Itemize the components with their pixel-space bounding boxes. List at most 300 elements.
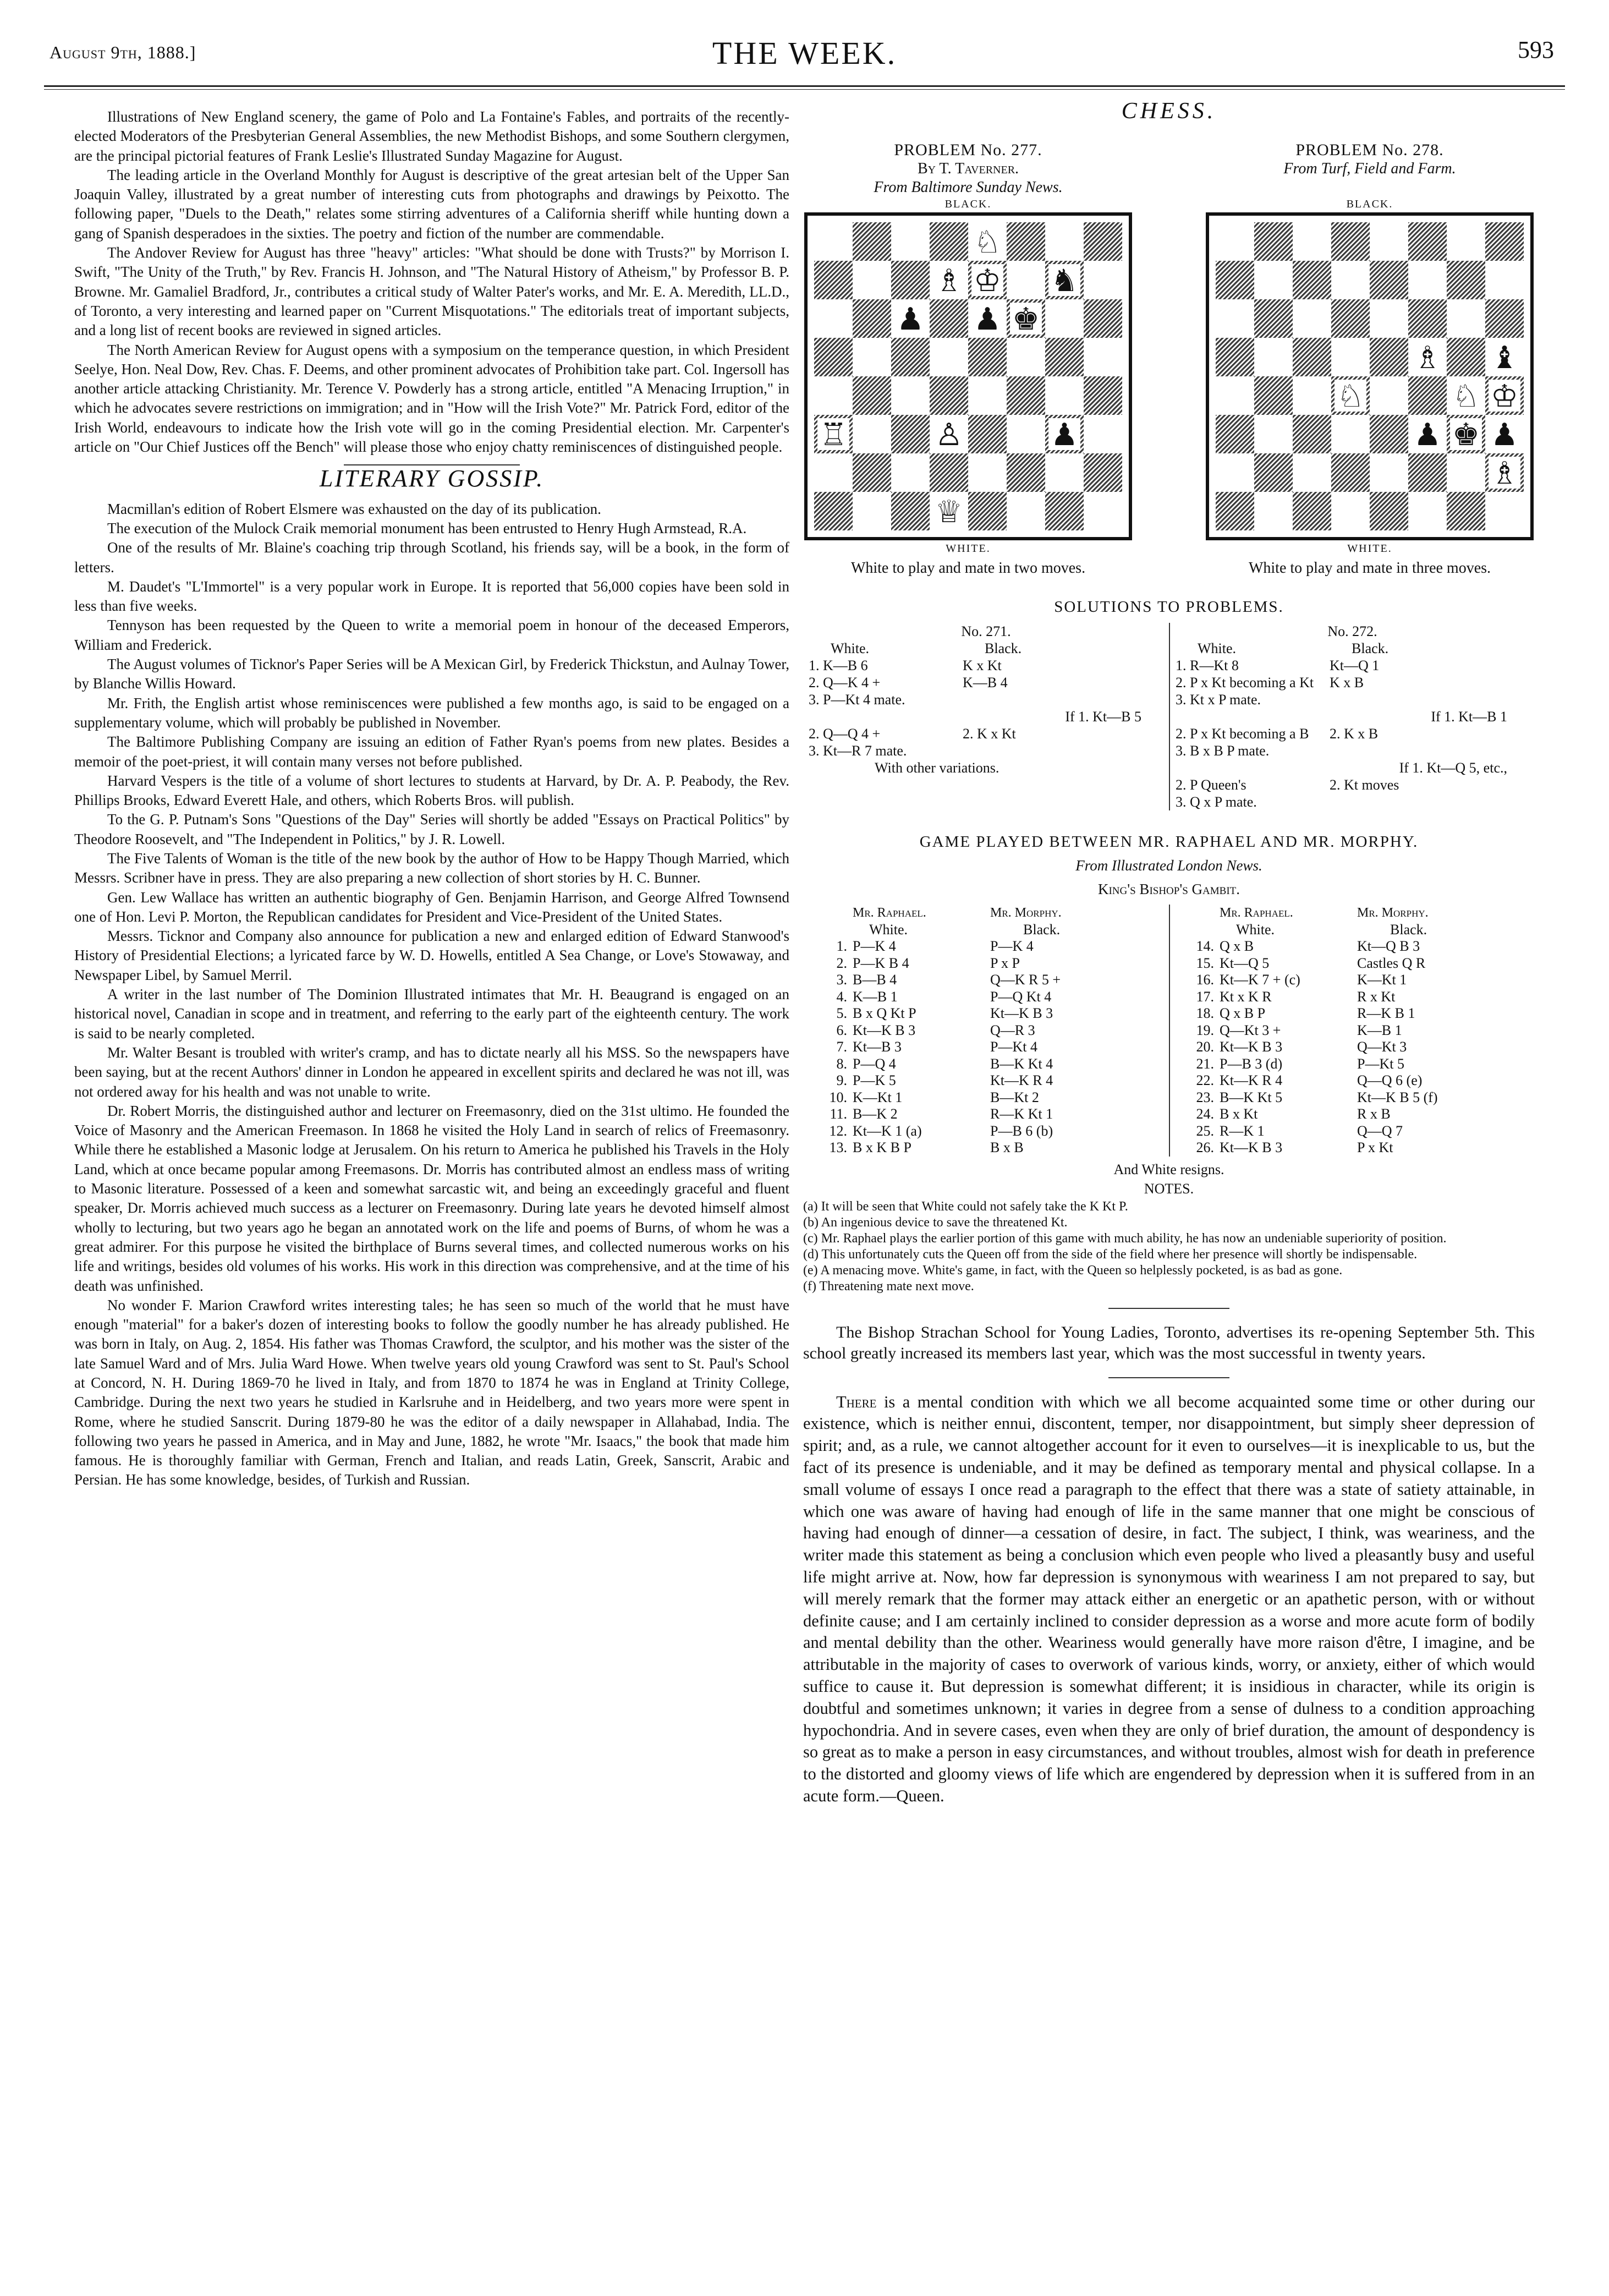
paragraph: To the G. P. Putnam's Sons "Questions of the Day" Series will shortly be added "Essays on Practical Politics" by Theodore Roosevelt, and "The Independent in Politics," by J. R. Lowell. — [74, 811, 789, 847]
black-move: 2. K x B — [1330, 725, 1379, 742]
dark-square — [1216, 338, 1254, 376]
move-row — [1176, 1005, 1529, 1022]
solution-line — [809, 674, 1163, 691]
paragraph: No wonder F. Marion Crawford writes interesting tales; he has seen so much of the world that he must have enough "material" for a baker's dozen of interesting books to follow the goodly number he has already published. He was born in Italy, on Aug. 2, 1854. His father was Thomas Crawford, the sculptor, and his mother was the sister of the late Samuel Ward and of Mrs. Julia Ward Howe. When twelve years old young Crawford was sent to St. Paul's School at Concord, N. H. During 1869-70 he lived in Italy, and from 1870 to 1874 he was in England at Trinity College, Cambridge. During the next two years he studied in Karlsruhe and in Heidelberg, and two years more were spent in Rome, where he studied Sanscrit. During 1879-80 he was the editor of a daily newspaper in Allahabad, India. The following two years he passed in America, and in May and June, 1882, he wrote "Mr. Isaacs," the book that made him famous. He is thoroughly familiar with German, French and Italian, and reads Latin, Greek, Sanscrit, Arabic and Persian. He has some knowledge, besides, of Turkish and Russian. — [74, 1296, 789, 1488]
light-square — [1485, 492, 1524, 530]
move-number: 20. — [1196, 1039, 1214, 1055]
dark-square — [1485, 222, 1524, 261]
move-number: 4. — [836, 988, 847, 1005]
move-list — [809, 938, 1163, 1157]
dark-square — [968, 492, 1007, 530]
dark-square — [1254, 299, 1293, 338]
dark-square — [1084, 299, 1122, 338]
problem-title: PROBLEM No. 277. — [894, 141, 1042, 160]
chess-heading: CHESS. — [1121, 98, 1217, 124]
dark-square — [1408, 299, 1447, 338]
move-number: 15. — [1196, 955, 1214, 971]
light-square — [814, 453, 853, 492]
dark-square — [1216, 492, 1254, 530]
white-move: Kt—K R 4 — [1220, 1072, 1283, 1089]
black-label: Black. — [1390, 921, 1427, 938]
problem-author: By T. Taverner. — [917, 160, 1019, 178]
black-move: R x B — [1357, 1106, 1391, 1122]
light-square — [1254, 261, 1293, 299]
white-knight-icon: ♘ — [1336, 379, 1365, 415]
black-move — [963, 691, 1163, 708]
move-row — [809, 1139, 1163, 1157]
paragraph: The Five Talents of Woman is the title of the new book by the author of How to be Happy Though Married, which Messrs. Scribner have in press. They are also preparing a new collection of short stories by H. C. Bunner. — [74, 850, 789, 886]
light-square — [1331, 492, 1370, 530]
move-number: 6. — [836, 1022, 847, 1038]
white-move: 2. Q—Q 4 + — [809, 725, 881, 742]
solution-line — [809, 708, 1163, 725]
issue-date: August 9th, 1888.] — [50, 42, 196, 62]
white-knight-icon: ♘ — [1452, 379, 1480, 415]
move-row — [1176, 1072, 1529, 1089]
game-result: And White resigns. — [1113, 1161, 1224, 1177]
note: (f) Threatening mate next move. — [803, 1279, 974, 1294]
black-move: R—K B 1 — [1357, 1005, 1415, 1022]
light-square — [968, 453, 1007, 492]
move-row — [1176, 1022, 1529, 1039]
black-move: If 1. Kt—B 1 — [1431, 708, 1507, 725]
dark-square — [891, 261, 930, 299]
light-square — [1447, 299, 1485, 338]
black-move: Kt—Q 1 — [1330, 657, 1380, 673]
move-list — [1176, 938, 1529, 1157]
move-number: 17. — [1196, 988, 1214, 1005]
solution-line — [809, 657, 1163, 674]
side-heads — [1176, 922, 1529, 939]
move-row — [1176, 1106, 1529, 1123]
light-square — [1254, 338, 1293, 376]
light-square — [1370, 376, 1408, 415]
light-square — [1408, 492, 1447, 530]
dark-square — [853, 222, 891, 261]
black-move: K—B 4 — [963, 674, 1008, 691]
black-move: K x B — [1330, 674, 1364, 691]
black-move — [963, 742, 1163, 759]
white-move: Q—Kt 3 + — [1220, 1022, 1281, 1038]
light-square — [1084, 338, 1122, 376]
dark-square — [1007, 222, 1045, 261]
black-knight-icon: ♞ — [1050, 263, 1079, 299]
game-heading: GAME PLAYED BETWEEN MR. RAPHAEL AND MR. MORPHY. — [919, 832, 1419, 851]
light-square — [1045, 222, 1084, 261]
black-move: Kt—Q B 3 — [1357, 938, 1420, 955]
dark-square — [1447, 338, 1485, 376]
white-move: 2. Q—K 4 + — [809, 674, 881, 691]
solution-line — [1176, 657, 1529, 674]
problem-caption: White to play and mate in two moves. — [850, 560, 1086, 577]
move-number: 3. — [836, 972, 847, 988]
right-column — [803, 98, 1535, 1807]
dark-square — [1370, 492, 1408, 530]
white-move — [809, 708, 963, 725]
light-square — [1007, 492, 1045, 530]
black-move: Q—K R 5 + — [990, 972, 1061, 988]
paragraph: Messrs. Ticknor and Company also announce for publication a new and enlarged edition of Edward Stanwood's History of Presidential Elections; a lyricated farce by W. D. Howells, entitled A Sea Change, or Love's Stowaway, and Newspaper Libel, by Samuel Merril. — [74, 928, 789, 983]
black-king-icon: ♚ — [1012, 302, 1040, 338]
move-number: 19. — [1196, 1022, 1214, 1038]
white-bishop-icon: ♗ — [935, 263, 963, 299]
solution-line — [809, 725, 1163, 742]
light-square — [1216, 299, 1254, 338]
move-number: 26. — [1196, 1139, 1214, 1156]
white-rook-icon: ♖ — [819, 417, 848, 453]
black-move — [1330, 691, 1529, 708]
player-white: Mr. Raphael. — [853, 906, 926, 920]
move-row — [1176, 938, 1529, 955]
black-move: P—Kt 5 — [1357, 1055, 1404, 1072]
white-move: K—B 1 — [853, 988, 898, 1005]
problem-title: PROBLEM No. 278. — [1295, 141, 1444, 160]
light-square — [853, 415, 891, 453]
problem-source: From Turf, Field and Farm. — [1283, 160, 1456, 178]
white-label: White. — [869, 921, 908, 938]
dark-square — [1254, 453, 1293, 492]
light-square — [891, 376, 930, 415]
dark-square — [1293, 415, 1331, 453]
running-head — [44, 30, 1565, 80]
light-square — [1007, 261, 1045, 299]
white-move: P—Q 4 — [853, 1055, 896, 1072]
solution-lines — [1176, 657, 1529, 810]
note: (e) A menacing move. White's game, in fact, with the Queen so helplessly pocketed, is as bad as gone. — [803, 1263, 1343, 1278]
dark-square — [1331, 299, 1370, 338]
dark-square — [930, 376, 968, 415]
literary-gossip — [74, 500, 789, 1490]
light-square — [1485, 261, 1524, 299]
dark-square — [1447, 261, 1485, 299]
paragraph: Dr. Robert Morris, the distinguished author and lecturer on Freemasonry, died on the 31st ultimo. He founded the Voice of Masonry and the American Freemason. In 1868 he visited the Holy Land in search of relics of Freemasonry. While there he established a Masonic lodge at Jerusalem. On his return to America he published his Travels in the Holy Land, which at once became popular among Freemasons. Dr. Morris has contributed almost an endless mass of writing to Masonic literature. Possessed of a keen and somewhat sarcastic wit, and being an exceedingly graceful and fluent speaker, Dr. Morris achieved much success as a lecturer on Freemasonry. During late years he devoted himself almost wholly to lecturing, but two years ago he began an annotated work on the life and poems of Burns, of whom he was a great admirer. For this purpose he visited the birthplace of Burns several times, and collected numerous works on his life and writings, besides old volumes of his works. His work in this direction was comprehensive, and at the time of his death was unfinished. — [74, 1102, 789, 1294]
dark-square — [891, 338, 930, 376]
dark-square — [1293, 261, 1331, 299]
light-square — [1045, 453, 1084, 492]
white-queen-icon: ♕ — [935, 494, 963, 530]
note: (a) It will be seen that White could not safely take the K Kt P. — [803, 1199, 1128, 1214]
move-number: 16. — [1196, 972, 1214, 988]
black-move: B—K Kt 4 — [990, 1055, 1053, 1072]
essay-text: is a mental condition with which we all become acquainted some time or other during our existence, which is neither ennui, discontent, temper, nor disappointment, but simply sheer depression of spirit; and, as a rule, we cannot altogether account for it even to ourselves—it is inexplicable to us, but the fact of its presence is undeniable, and it may be defined as temporary mental and physical collapse. In a small volume of essays I once read a paragraph to the effect that there was a state of satiety attainable, in which one was aware of having had enough of life in the same manner that one might be conscious of having had enough of dinner—a cessation of desire, in fact. The subject, I think, was weariness, and the writer made this statement as being a conclusion which even people who lived a pleasantly busy and useful life might arrive at. Now, how far depression is synonymous with weariness I am not prepared to say, but will merely remark that the former may attack either an energetic or an apathetic person, with or without definite cause; and I am certainly inclined to consider depression as a worse and more acute form of bodily and mental debility than the other. Weariness would generally have more raison d'être, I imagine, and be attributable in the majority of cases to overwork of various kinds, worry, or anxiety, either of which would suffice to cause it. But depression is somewhat different; it is insidious in character, while its origin is doubtful and sometimes unknown; it varies in degree from a sense of dulness to a condition approaching hypochondria. And in severe cases, even when they are only of brief duration, the amount of despondency is so great as to make a person in easy circumstances, and without troubles, almost wish for death in preference to the distorted and gloomy views of life which are engendered by depression when it is suffered from in an acute form.—Queen. — [803, 1392, 1535, 1805]
black-label: Black. — [1023, 921, 1061, 938]
section-divider — [1108, 1308, 1229, 1309]
left-column — [74, 107, 789, 1490]
move-row — [1176, 1039, 1529, 1056]
white-move — [1176, 708, 1330, 725]
black-move: B x B — [990, 1139, 1024, 1156]
white-label: WHITE. — [946, 543, 991, 555]
white-move: B x Kt — [1220, 1106, 1258, 1122]
white-move: B x Q Kt P — [853, 1005, 916, 1022]
white-bishop-icon: ♗ — [1413, 340, 1442, 376]
chess-problem-277 — [803, 141, 1133, 578]
light-square — [930, 338, 968, 376]
light-square — [1084, 415, 1122, 453]
black-label: BLACK. — [1346, 198, 1393, 211]
paragraph: M. Daudet's "L'Immortel" is a very popular work in Europe. It is reported that 56,000 copies have been sold in less than five weeks. — [74, 578, 789, 615]
black-move: Castles Q R — [1357, 955, 1426, 971]
dark-square — [1084, 453, 1122, 492]
move-row — [809, 1106, 1163, 1123]
paragraph: The execution of the Mulock Craik memorial monument has been entrusted to Henry Hugh Armstead, R.A. — [107, 519, 747, 536]
solution-heads — [809, 640, 1163, 657]
dark-square — [1007, 453, 1045, 492]
essay-paragraph — [803, 1391, 1535, 1807]
white-move: 3. Kt x P mate. — [1176, 691, 1261, 708]
move-number: 7. — [836, 1039, 847, 1055]
dark-square — [853, 299, 891, 338]
black-move: P—Q Kt 4 — [990, 988, 1052, 1005]
black-move: R—K Kt 1 — [990, 1106, 1053, 1122]
solution-heads — [1176, 640, 1529, 657]
move-number: 18. — [1196, 1005, 1214, 1022]
problem-caption: White to play and mate in three moves. — [1248, 560, 1491, 577]
paragraph: Illustrations of New England scenery, the game of Polo and La Fontaine's Fables, and portraits of the recently-elected Moderators of the Presbyterian General Assemblies, the new Methodist Bishops, and some Southern clergymen, are the principal pictorial features of Frank Leslie's Illustrated Sunday Magazine for August. — [74, 108, 789, 164]
note: (d) This unfortunately cuts the Queen off from the side of the field where her presence will shortly be indispensable. — [803, 1247, 1418, 1262]
black-move: If 1. Kt—B 5 — [1065, 708, 1141, 725]
move-row — [1176, 1089, 1529, 1106]
paragraph: Harvard Vespers is the title of a volume of short lectures to students at Harvard, by Dr. A. P. Peabody, the Rev. Phillips Brooks, Edward Everett Hale, and others, which Roberts Bros. will publish. — [74, 772, 789, 809]
move-row — [809, 938, 1163, 955]
light-square — [1331, 415, 1370, 453]
game-moves-right — [1169, 905, 1535, 1157]
light-square — [891, 453, 930, 492]
black-pawn-icon: ♟ — [1490, 417, 1519, 453]
solution-line — [1176, 759, 1529, 776]
page-number: 593 — [1518, 36, 1554, 63]
black-move: P—B 6 (b) — [990, 1122, 1053, 1139]
light-square — [1254, 492, 1293, 530]
solution-line — [809, 759, 1163, 776]
dark-square — [1254, 376, 1293, 415]
school-notice: The Bishop Strachan School for Young Ladies, Toronto, advertises its re-opening September 5th. This school greatly increased its members last year, which was the most successful in twenty years. — [803, 1323, 1535, 1362]
light-square — [853, 261, 891, 299]
dark-square — [853, 453, 891, 492]
light-square — [1370, 222, 1408, 261]
paragraph: One of the results of Mr. Blaine's coaching trip through Scotland, his friends say, will be a book, in the form of letters. — [74, 539, 789, 576]
move-row — [809, 1072, 1163, 1089]
player-heads — [809, 905, 1163, 922]
black-move: K—B 1 — [1357, 1022, 1402, 1038]
solution-line — [1176, 725, 1529, 742]
black-move: P—K 4 — [990, 938, 1034, 955]
paragraph: A writer in the last number of The Dominion Illustrated intimates that Mr. H. Beaugrand is engaged on an historical novel, Canadian in scope and in treatment, and referring to the early part of the eighteenth century. The work is said to be nearly completed. — [74, 986, 789, 1042]
black-move: P—Kt 4 — [990, 1039, 1037, 1055]
black-move: Q—Q 6 (e) — [1357, 1072, 1423, 1089]
game-opening: King's Bishop's Gambit. — [1097, 881, 1240, 898]
masthead-title: THE WEEK. — [712, 35, 897, 71]
solution-lines — [809, 657, 1163, 776]
dark-square — [1331, 222, 1370, 261]
white-move: P—K 4 — [853, 938, 896, 955]
move-row — [1176, 972, 1529, 989]
move-row — [809, 989, 1163, 1006]
light-square — [1007, 415, 1045, 453]
literary-gossip-heading: LITERARY GOSSIP. — [319, 465, 545, 492]
move-row — [809, 1005, 1163, 1022]
magazine-notes — [74, 107, 789, 457]
move-number: 1. — [836, 938, 847, 955]
light-square — [1216, 453, 1254, 492]
game-source: From Illustrated London News. — [1075, 857, 1262, 874]
solution-line — [809, 742, 1163, 759]
dark-square — [1293, 492, 1331, 530]
dark-square — [853, 376, 891, 415]
light-square — [891, 222, 930, 261]
paragraph: The leading article in the Overland Monthly for August is descriptive of the great artesian belt of the Upper San Joaquin Valley, illustrated by a great number of interesting cuts from photographs and drawings by Peixotto. The following paper, "Duels to the Death," relates some stirring adventures of a California sheriff while hunting down a gang of Spanish desperadoes in the sixties. The poetry and fiction of the number are commendable. — [74, 166, 789, 242]
black-move — [1330, 742, 1529, 759]
player-black: Mr. Morphy. — [990, 906, 1062, 920]
move-number: 13. — [829, 1139, 847, 1156]
light-square — [814, 376, 853, 415]
game-moves — [803, 905, 1535, 1157]
essay-lead-word: There — [836, 1392, 877, 1411]
light-square — [968, 376, 1007, 415]
chess-problems — [803, 141, 1535, 578]
light-square — [1370, 453, 1408, 492]
black-pawn-icon: ♟ — [896, 302, 925, 338]
white-move: B x K B P — [853, 1139, 911, 1156]
side-heads — [809, 922, 1163, 939]
solution-line — [1176, 776, 1529, 793]
dark-square — [930, 453, 968, 492]
move-number: 25. — [1196, 1122, 1214, 1139]
move-number: 5. — [836, 1005, 847, 1022]
paragraph: The August volumes of Ticknor's Paper Series will be A Mexican Girl, by Frederick Thickstun, and Aulnay Tower, by Blanche Willis Howard. — [74, 656, 789, 692]
light-square — [1331, 338, 1370, 376]
paragraph: The North American Review for August opens with a symposium on the temperance question, in which President Seelye, Hon. Neal Dow, Rev. Chas. F. Deems, and other prominent advocates of Prohibition take part. Col. Ingersoll has another article attacking Christianity. Mr. Terence V. Powderly has a strong article, entitled "A Menacing Irruption," in which he advocates severe restrictions on immigration; and in "How will the Irish Vote?" Mr. Patrick Ford, editor of the Irish World, endeavours to indicate how the Irish vote will go in the coming Presidential election. Mr. Carpenter's article on "Our Chief Justices off the Bench" will please those who enjoy chatty reminiscences of distinguished people. — [74, 341, 789, 456]
light-square — [1447, 222, 1485, 261]
dark-square — [1370, 415, 1408, 453]
notes-heading: NOTES. — [1144, 1181, 1194, 1197]
solution-number: No. 272. — [1327, 623, 1377, 639]
paragraph: Mr. Frith, the English artist whose reminiscences were published a few months ago, is said to be engaged on a supplementary volume, which will probably be published in November. — [74, 694, 789, 731]
solutions-heading: SOLUTIONS TO PROBLEMS. — [1054, 598, 1284, 616]
dark-square — [1084, 222, 1122, 261]
light-square — [1045, 299, 1084, 338]
move-number: 9. — [836, 1072, 847, 1089]
paragraph: Tennyson has been requested by the Queen to write a memorial poem in honour of the deceased Emperors, William and Frederick. — [74, 617, 789, 653]
header-rule — [44, 85, 1565, 90]
white-move: 3. Kt—R 7 mate. — [809, 742, 907, 759]
solution-number: No. 271. — [961, 623, 1011, 639]
move-row — [1176, 1123, 1529, 1140]
move-row — [1176, 955, 1529, 972]
move-number: 11. — [830, 1106, 847, 1122]
light-square — [1254, 415, 1293, 453]
player-black: Mr. Morphy. — [1357, 906, 1429, 920]
chess-problem-278 — [1205, 141, 1535, 578]
white-move: Kt—K B 3 — [1220, 1039, 1283, 1055]
black-pawn-icon: ♟ — [1050, 417, 1079, 453]
black-move: K—Kt 1 — [1357, 972, 1407, 988]
light-square — [853, 338, 891, 376]
solution-line — [1176, 793, 1529, 810]
player-white: Mr. Raphael. — [1220, 906, 1293, 920]
white-move: R—K 1 — [1220, 1122, 1265, 1139]
dark-square — [1331, 453, 1370, 492]
paragraph: The Baltimore Publishing Company are issuing an edition of Father Ryan's poems from new plates. Besides a memoir of the poet-priest, it will contain many verses not before published. — [74, 733, 789, 770]
dark-square — [814, 338, 853, 376]
white-move: Kt—B 3 — [853, 1039, 902, 1055]
white-move: K—Kt 1 — [853, 1089, 903, 1105]
black-label: BLACK. — [944, 198, 992, 211]
light-square — [814, 222, 853, 261]
dark-square — [1370, 338, 1408, 376]
white-king-icon: ♔ — [973, 263, 1002, 299]
black-move: 2. K x Kt — [963, 725, 1016, 742]
light-square — [1408, 261, 1447, 299]
move-number: 8. — [836, 1055, 847, 1072]
light-square — [1007, 338, 1045, 376]
move-number: 10. — [829, 1089, 847, 1105]
move-row — [809, 1039, 1163, 1056]
solution-line — [1176, 708, 1529, 725]
move-row — [809, 1089, 1163, 1106]
white-move: Kt—Q 5 — [1220, 955, 1270, 971]
light-square — [1216, 222, 1254, 261]
white-king-icon: ♔ — [1490, 379, 1519, 415]
white-move: Kt—K B 3 — [853, 1022, 916, 1038]
section-divider — [1108, 1377, 1229, 1378]
white-move: P—K 5 — [853, 1072, 896, 1089]
white-move: Kt x K R — [1220, 988, 1272, 1005]
white-move: B—K 2 — [853, 1106, 898, 1122]
light-square — [1293, 376, 1331, 415]
move-number: 21. — [1196, 1055, 1214, 1072]
solution-line — [809, 691, 1163, 708]
note: (b) An ingenious device to save the threatened Kt. — [803, 1215, 1068, 1230]
dark-square — [1254, 222, 1293, 261]
dark-square — [1216, 261, 1254, 299]
black-move: P x P — [990, 955, 1020, 971]
light-square — [1084, 492, 1122, 530]
black-move: K x Kt — [963, 657, 1002, 673]
white-head: White. — [831, 640, 870, 656]
solutions — [803, 623, 1535, 810]
move-row — [809, 955, 1163, 972]
light-square — [1293, 453, 1331, 492]
white-move: 2. P Queen's — [1176, 776, 1246, 793]
white-move: Kt—K 1 (a) — [853, 1122, 922, 1139]
paragraph: Mr. Walter Besant is troubled with writer's cramp, and has to dictate nearly all his MSS. So the newspapers have been saying, but at the recent Authors' dinner in London he appeared in excellent spirits and declared he was not ill, was not ordered away for his health and was not unable to write. — [74, 1044, 789, 1100]
dark-square — [930, 299, 968, 338]
game-moves-left — [803, 905, 1169, 1157]
dark-square — [968, 338, 1007, 376]
dark-square — [814, 261, 853, 299]
black-move: P x Kt — [1357, 1139, 1393, 1156]
dark-square — [968, 415, 1007, 453]
solution-line — [1176, 742, 1529, 759]
paragraph: Gen. Lew Wallace has written an authentic biography of Gen. Benjamin Harrison, and George Alfred Townsend one of Hon. Levi P. Morton, the Republican candidates for President and Vice-President of the United States. — [74, 889, 789, 925]
dark-square — [814, 492, 853, 530]
dark-square — [1216, 415, 1254, 453]
dark-square — [1408, 453, 1447, 492]
black-move — [1330, 793, 1529, 810]
black-move: Q—R 3 — [990, 1022, 1035, 1038]
white-head: White. — [1198, 640, 1237, 656]
black-move: Q—Kt 3 — [1357, 1039, 1407, 1055]
white-move: Kt—K 7 + (c) — [1220, 972, 1300, 988]
dark-square — [1447, 492, 1485, 530]
black-head: Black. — [1352, 640, 1389, 656]
white-bishop-icon: ♗ — [1490, 456, 1519, 492]
move-row — [809, 1022, 1163, 1039]
black-move: Kt—K R 4 — [990, 1072, 1053, 1089]
move-number: 23. — [1196, 1089, 1214, 1105]
white-move: Q x B — [1220, 938, 1254, 955]
